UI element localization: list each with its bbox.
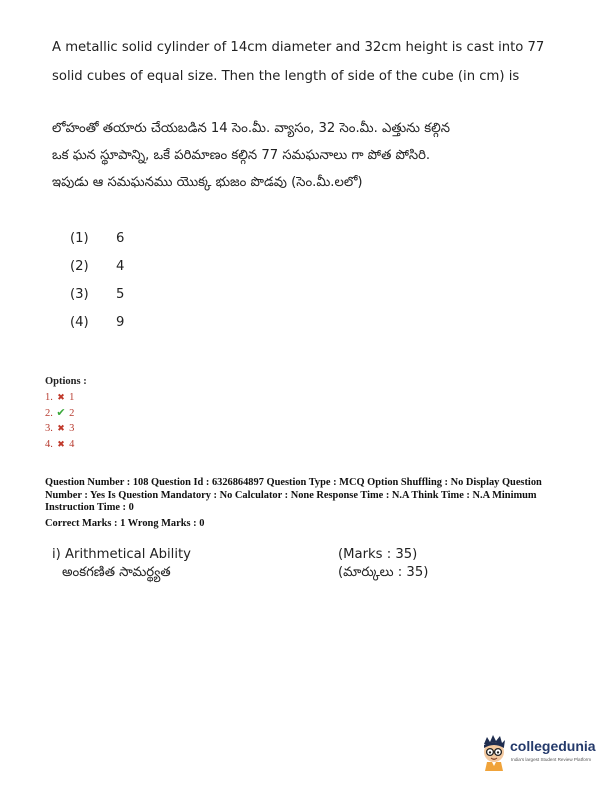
option-label: 3.	[45, 423, 53, 435]
cross-icon: ✖	[57, 392, 65, 402]
option-item	[45, 390, 87, 406]
question-telugu-line: లోహంతో తయారు చేయబడిన 14 సెం.మీ. వ్యాసం, 32 సెం.మీ. ఎత్తును కల్గిన	[52, 121, 450, 136]
option-value: 2	[69, 407, 75, 419]
answer-choices	[70, 225, 124, 337]
brand-tagline: India's largest Student Review Platform	[511, 757, 592, 762]
question-metadata	[45, 477, 575, 530]
option-item	[45, 437, 87, 453]
option-value: 1	[69, 392, 75, 403]
options-list	[45, 376, 87, 452]
brand-name: collegedunia	[510, 738, 596, 754]
choice-value: 6	[116, 231, 125, 246]
option-value: 3	[69, 423, 75, 435]
choice-number: (1)	[70, 231, 89, 246]
choice-value: 9	[116, 315, 125, 330]
option-value: 4	[69, 438, 75, 450]
options-header: Options :	[45, 376, 87, 387]
choice-number: (3)	[70, 287, 89, 302]
marks-info: Correct Marks : 1 Wrong Marks : 0	[45, 517, 205, 529]
choice-item	[70, 225, 124, 253]
choice-number: (4)	[70, 315, 89, 330]
question-english-line: solid cubes of equal size. Then the length of side of the cube (in cm) is	[52, 69, 520, 84]
question-info: Question Number : 108 Question Id : 6326864897 Question Type : MCQ Option Shuffling : No Display Question Number : Yes Is Question Mandatory : No Calculator : None Response Time : N.A Think Time : N.A Minimum Instruction Time : 0	[45, 477, 542, 513]
cross-icon: ✖	[57, 438, 65, 449]
choice-value: 4	[116, 259, 125, 274]
choice-item	[70, 253, 124, 281]
choice-value: 5	[116, 287, 125, 302]
question-english	[52, 33, 552, 91]
option-label: 4.	[45, 438, 53, 450]
section-marks-telugu: (మార్కులు : 35)	[338, 565, 429, 580]
option-item	[45, 406, 87, 422]
collegedunia-logo	[478, 733, 598, 773]
section-title-telugu: అంకగణిత సామర్థ్యత	[62, 565, 171, 580]
cross-icon: ✖	[57, 423, 65, 434]
option-label: 1.	[45, 392, 53, 403]
question-telugu-line: ఇపుడు ఆ సమఘనము యొక్క భుజం పొడవు (సెం.మీ.లలో)	[52, 175, 363, 190]
question-telugu	[52, 115, 562, 196]
choice-item	[70, 281, 124, 309]
choice-number: (2)	[70, 259, 89, 274]
question-english-line: A metallic solid cylinder of 14cm diameter and 32cm height is cast into 77	[52, 40, 545, 55]
choice-item	[70, 309, 124, 337]
question-telugu-line: ఒక ఘన స్థూపాన్ని, ఒకే పరిమాణం కల్గిన 77 సమఘనాలు గా పోత పోసిరి.	[52, 148, 431, 163]
checkmark-icon: ✔	[56, 406, 66, 419]
mascot-icon	[478, 733, 510, 771]
section-marks-english: (Marks : 35)	[338, 547, 418, 562]
section-title-english: i) Arithmetical Ability	[52, 547, 191, 562]
option-label: 2.	[45, 407, 53, 419]
option-item	[45, 421, 87, 437]
